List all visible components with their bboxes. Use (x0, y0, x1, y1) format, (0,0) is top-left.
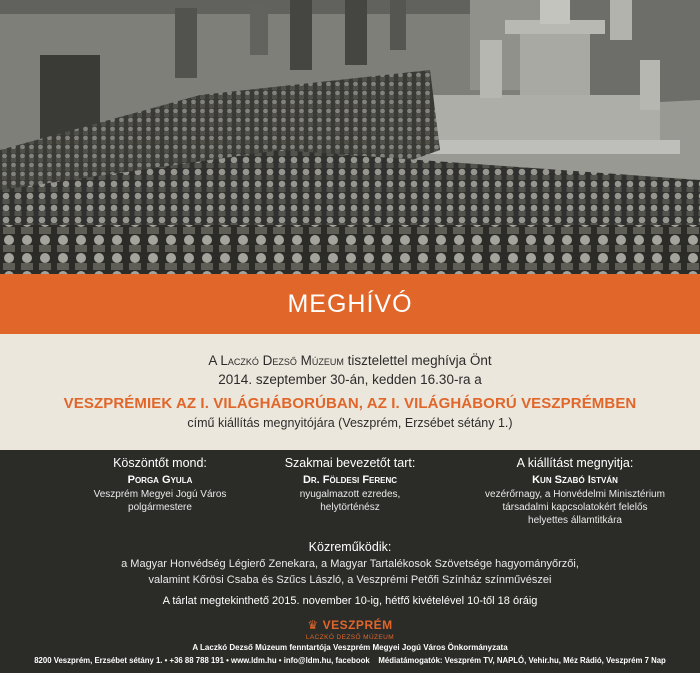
crown-icon: ♛ (307, 617, 319, 632)
footer (0, 642, 700, 668)
contributors-line: a Magyar Honvédség Légierő Zenekara, a Magyar Tartalékosok Szövetsége hagyományőrzői, (121, 558, 579, 570)
intro-rest: tisztelettel meghívja Önt (343, 353, 492, 368)
invitation-intro (0, 334, 700, 370)
footer-maintainer: A Laczkó Dezső Múzeum fenntartója Veszprém Megyei Jogú Város Önkormányzata (192, 643, 508, 652)
title-banner (0, 274, 700, 334)
speaker-role-line: Veszprém Megyei Jogú Város (93, 489, 227, 500)
speaker-opening (455, 455, 695, 527)
speaker-name: Kun Szabó István (532, 474, 618, 486)
visiting-hours: A tárlat megtekinthető 2015. november 10-ig, hétfő kivételével 10-től 18 óráig (162, 595, 538, 607)
speaker-heading: A kiállítást megnyitja: (516, 456, 634, 470)
footer-media: Médiatámogatók: Veszprém TV, NAPLÓ, Vehir.hu, Méz Rádió, Veszprém 7 Nap (378, 656, 666, 665)
speaker-role-line: társadalmi kapcsolatokért felelős (502, 502, 648, 513)
exhibition-title: VESZPRÉMIEK AZ I. VILÁGHÁBORÚBAN, AZ I. VILÁGHÁBORÚ VESZPRÉMBEN (63, 395, 637, 412)
program-section (0, 450, 700, 673)
exhibition-subtitle: című kiállítás megnyitójára (Veszprém, Erzsébet sétány 1.) (187, 416, 513, 430)
speaker-name: Porga Gyula (127, 474, 193, 486)
logo-subline: LACZKÓ DEZSŐ MÚZEUM (305, 634, 395, 641)
invitation-title: MEGHÍVÓ (287, 290, 413, 318)
speaker-heading: Köszöntőt mond: (113, 456, 207, 470)
invitation-text (0, 334, 700, 450)
footer-contact: 8200 Veszprém, Erzsébet sétány 1. • +36 88 788 191 • www.ldm.hu • info@ldm.hu, facebook (34, 656, 370, 665)
contributors-line: valamint Kőrösi Csaba és Szűcs László, a Veszprémi Petőfi Színház színművészei (148, 574, 552, 586)
speaker-introduction (240, 455, 460, 514)
speaker-role-line: vezérőrnagy, a Honvédelmi Minisztérium (485, 489, 665, 500)
footer-contact-line (0, 654, 700, 668)
event-date: 2014. szeptember 30-án, kedden 16.30-ra a (218, 372, 482, 387)
historic-crowd-photo (0, 0, 700, 274)
photo-illustration (0, 0, 700, 274)
speaker-role-line: nyugalmazott ezredes, (299, 489, 401, 500)
speaker-role-line: helyettes államtitkára (528, 515, 622, 526)
logo-wordmark: VESZPRÉM (322, 617, 393, 632)
speaker-name: Dr. Földesi Ferenc (302, 474, 398, 486)
speaker-heading: Szakmai bevezetőt tart: (284, 456, 416, 470)
museum-name: A Laczkó Dezső Múzeum (208, 353, 344, 368)
contributors-heading: Közreműködik: (308, 540, 392, 554)
speaker-role-line: polgármestere (128, 502, 192, 513)
veszprem-logo (0, 616, 700, 642)
speaker-role-line: helytörténész (320, 502, 380, 513)
contributors (0, 538, 700, 609)
